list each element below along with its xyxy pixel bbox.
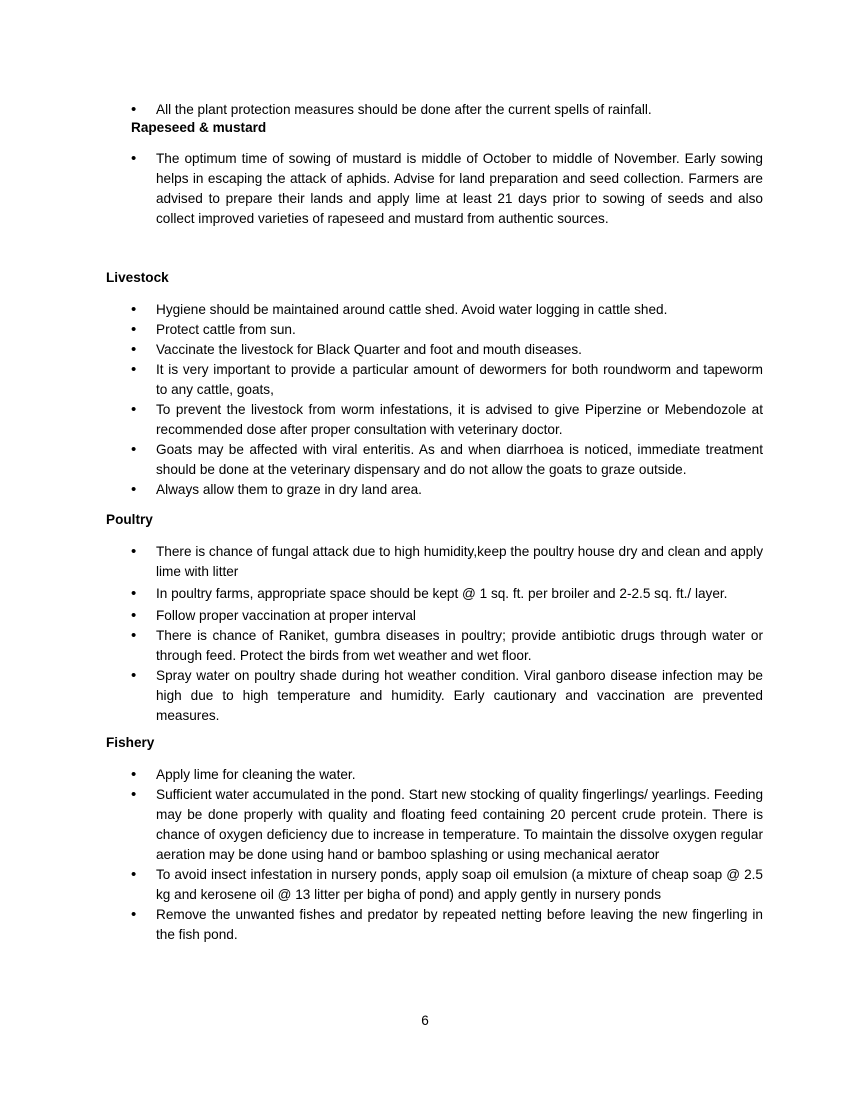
page-number: 6 bbox=[421, 1013, 429, 1028]
list-item: • The optimum time of sowing of mustard is middle of October to middle of November. Early sowing helps in escaping the attack of aphids. Advise for land preparation and seed collection. Farmers are advised to prepare their lands and apply lime at least 21 days prior to sowing of seeds and also collect improved varieties of rapeseed and mustard from authentic sources. bbox=[107, 149, 763, 229]
list-item: • To avoid insect infestation in nursery ponds, apply soap oil emulsion (a mixture of cheap soap @ 2.5 kg and kerosene oil @ 13 litter per bigha of pond) and apply gently in nursery ponds bbox=[107, 865, 763, 905]
poultry-list bbox=[107, 542, 763, 726]
list-item: • Protect cattle from sun. bbox=[107, 320, 763, 340]
rapeseed-heading: Rapeseed & mustard bbox=[131, 120, 267, 135]
list-item: • Goats may be affected with viral enteritis. As and when diarrhoea is noticed, immediate treatment should be done at the veterinary dispensary and do not allow the goats to graze outside. bbox=[107, 440, 763, 480]
list-item: • Vaccinate the livestock for Black Quarter and foot and mouth diseases. bbox=[107, 340, 763, 360]
list-item: • Hygiene should be maintained around cattle shed. Avoid water logging in cattle shed. bbox=[107, 300, 763, 320]
rapeseed-list bbox=[107, 149, 763, 229]
list-item: • Follow proper vaccination at proper interval bbox=[107, 606, 763, 626]
livestock-heading: Livestock bbox=[106, 270, 169, 285]
poultry-heading: Poultry bbox=[106, 512, 153, 527]
list-item: • All the plant protection measures should be done after the current spells of rainfall. bbox=[107, 100, 763, 120]
list-item: • To prevent the livestock from worm infestations, it is advised to give Piperzine or Mebendozole at recommended dose after proper consultation with veterinary doctor. bbox=[107, 400, 763, 440]
top-bullet-list bbox=[107, 100, 763, 120]
list-item: • In poultry farms, appropriate space should be kept @ 1 sq. ft. per broiler and 2-2.5 sq. ft./ layer. bbox=[107, 584, 763, 604]
fishery-list bbox=[107, 765, 763, 945]
list-item: • There is chance of fungal attack due to high humidity,keep the poultry house dry and clean and apply lime with litter bbox=[107, 542, 763, 582]
livestock-list bbox=[107, 300, 763, 500]
list-item: • Sufficient water accumulated in the pond. Start new stocking of quality fingerlings/ yearlings. Feeding may be done properly with quality and floating feed containing 20 percent crude protein. There is chance of oxygen deficiency due to increase in temperature. To maintain the dissolve oxygen regular aeration may be done using hand or bamboo splashing or using mechanical aerator bbox=[107, 785, 763, 865]
list-item: • Spray water on poultry shade during hot weather condition. Viral ganboro disease infection may be high due to high temperature and humidity. Early cautionary and vaccination are prevented measures. bbox=[107, 666, 763, 726]
list-item: • There is chance of Raniket, gumbra diseases in poultry; provide antibiotic drugs through water or through feed. Protect the birds from wet weather and wet floor. bbox=[107, 626, 763, 666]
list-item: • Always allow them to graze in dry land area. bbox=[107, 480, 763, 500]
list-item: • It is very important to provide a particular amount of dewormers for both roundworm and tapeworm to any cattle, goats, bbox=[107, 360, 763, 400]
list-item: • Apply lime for cleaning the water. bbox=[107, 765, 763, 785]
list-item: • Remove the unwanted fishes and predator by repeated netting before leaving the new fingerling in the fish pond. bbox=[107, 905, 763, 945]
fishery-heading: Fishery bbox=[106, 735, 155, 750]
